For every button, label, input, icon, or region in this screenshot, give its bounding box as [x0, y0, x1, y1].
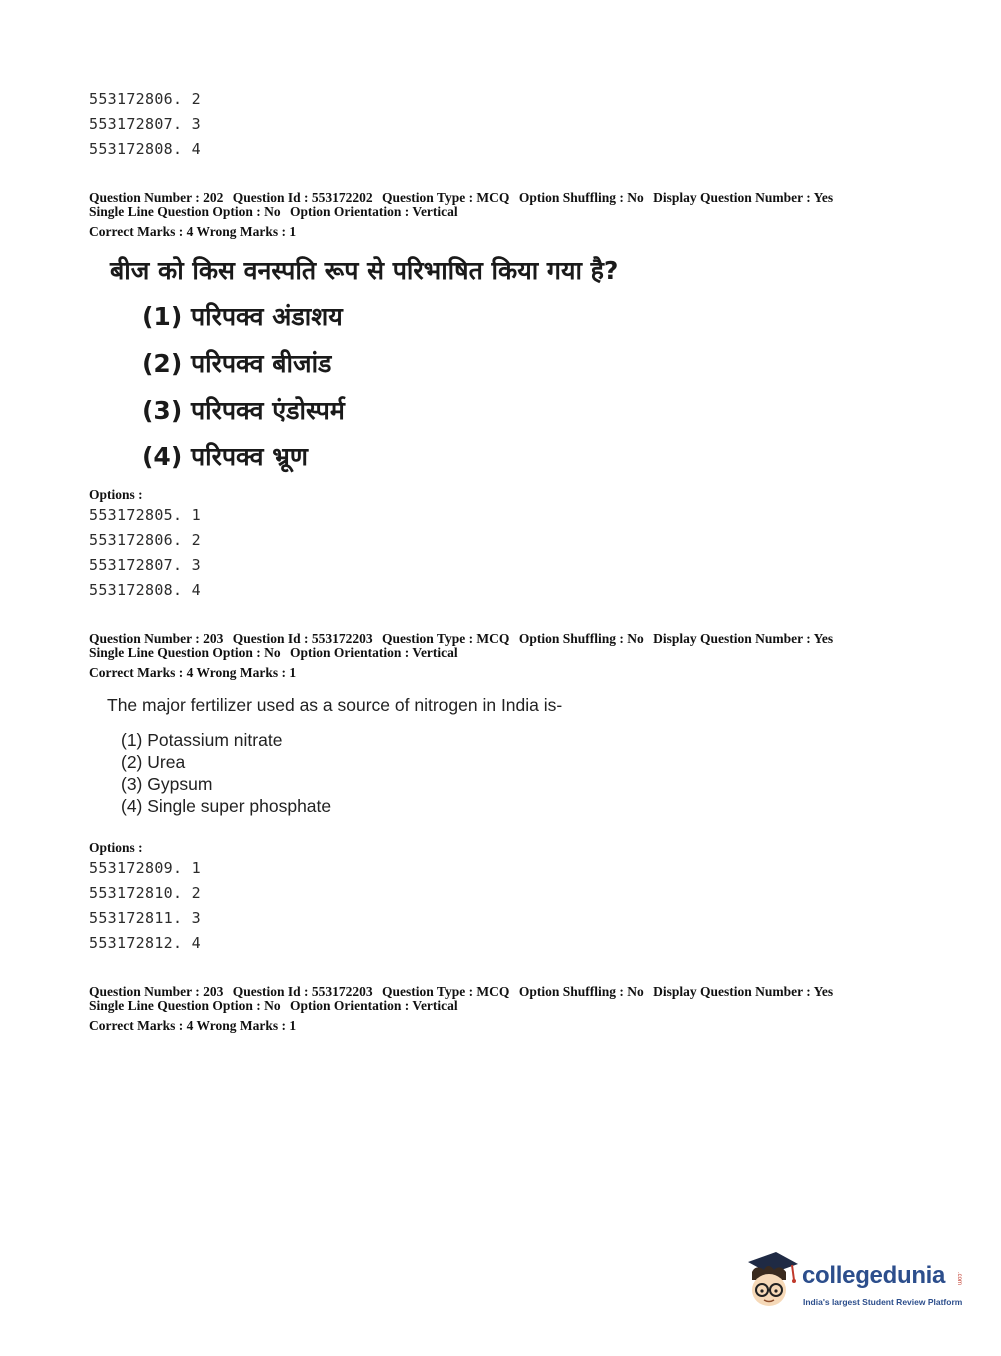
- question-number: Question Number : 202: [89, 190, 224, 205]
- display-question-number: Display Question Number : Yes: [653, 631, 834, 646]
- logo-com-suffix: .com: [956, 1272, 962, 1286]
- q202-meta-line-2: [89, 205, 458, 220]
- question-type: Question Type : MCQ: [382, 984, 510, 999]
- single-line-option: Single Line Question Option : No: [89, 204, 281, 219]
- q203a-options-label: Options :: [89, 840, 143, 855]
- correct-marks: Correct Marks : 4: [89, 224, 194, 239]
- q203b-meta-line-2: [89, 999, 458, 1014]
- option-item: 553172808. 4: [89, 581, 201, 599]
- wrong-marks: Wrong Marks : 1: [196, 665, 297, 680]
- option-shuffling: Option Shuffling : No: [518, 190, 644, 205]
- choice-item: (3) Gypsum: [121, 774, 213, 794]
- option-orientation: Option Orientation : Vertical: [290, 645, 458, 660]
- previous-options-list: [89, 87, 201, 162]
- option-shuffling: Option Shuffling : No: [518, 984, 644, 999]
- option-orientation: Option Orientation : Vertical: [290, 204, 458, 219]
- q202-choice-4: (4) परिपक्व भ्रूण: [142, 442, 308, 471]
- option-item: 553172806. 2: [89, 531, 201, 549]
- wrong-marks: Wrong Marks : 1: [196, 1018, 297, 1033]
- student-mascot-icon: [742, 1250, 802, 1314]
- option-item: 553172807. 3: [89, 115, 201, 133]
- option-shuffling: Option Shuffling : No: [518, 631, 644, 646]
- q202-choice-1: (1) परिपक्व अंडाशय: [142, 302, 343, 331]
- display-question-number: Display Question Number : Yes: [653, 190, 834, 205]
- option-orientation: Option Orientation : Vertical: [290, 998, 458, 1013]
- option-item: 553172812. 4: [89, 934, 201, 952]
- q203a-options-list: [89, 856, 201, 956]
- option-item: 553172807. 3: [89, 556, 201, 574]
- question-id: Question Id : 553172202: [232, 190, 373, 205]
- logo-tagline: India's largest Student Review Platform: [803, 1297, 963, 1307]
- single-line-option: Single Line Question Option : No: [89, 645, 281, 660]
- q203b-marks: [89, 1018, 296, 1034]
- option-item: 553172810. 2: [89, 884, 201, 902]
- option-item: 553172808. 4: [89, 140, 201, 158]
- display-question-number: Display Question Number : Yes: [653, 984, 834, 999]
- q202-marks: [89, 224, 296, 240]
- single-line-option: Single Line Question Option : No: [89, 998, 281, 1013]
- correct-marks: Correct Marks : 4: [89, 1018, 194, 1033]
- q202-options-label: Options :: [89, 487, 143, 502]
- question-type: Question Type : MCQ: [382, 190, 510, 205]
- question-number: Question Number : 203: [89, 984, 224, 999]
- q203a-question-text: The major fertilizer used as a source of nitrogen in India is-: [107, 695, 563, 715]
- choice-item: (2) Urea: [121, 752, 186, 772]
- option-item: 553172806. 2: [89, 90, 201, 108]
- q203a-meta-line-2: [89, 646, 458, 661]
- collegedunia-logo[interactable]: [742, 1250, 967, 1314]
- option-item: 553172811. 3: [89, 909, 201, 927]
- question-id: Question Id : 553172203: [232, 984, 373, 999]
- q202-choice-3: (3) परिपक्व एंडोस्पर्म: [142, 396, 345, 425]
- q203a-marks: [89, 665, 296, 681]
- question-type: Question Type : MCQ: [382, 631, 510, 646]
- q202-options-list: [89, 503, 201, 603]
- option-item: 553172805. 1: [89, 506, 201, 524]
- logo-wordmark: collegedunia: [802, 1262, 946, 1289]
- q202-choice-2: (2) परिपक्व बीजांड: [142, 349, 332, 378]
- q203a-choices: [121, 729, 331, 817]
- question-number: Question Number : 203: [89, 631, 224, 646]
- wrong-marks: Wrong Marks : 1: [196, 224, 297, 239]
- choice-item: (1) Potassium nitrate: [121, 730, 283, 750]
- question-id: Question Id : 553172203: [232, 631, 373, 646]
- choice-item: (4) Single super phosphate: [121, 796, 332, 816]
- correct-marks: Correct Marks : 4: [89, 665, 194, 680]
- option-item: 553172809. 1: [89, 859, 201, 877]
- q202-question-text: बीज को किस वनस्पति रूप से परिभाषित किया गया है?: [110, 256, 619, 285]
